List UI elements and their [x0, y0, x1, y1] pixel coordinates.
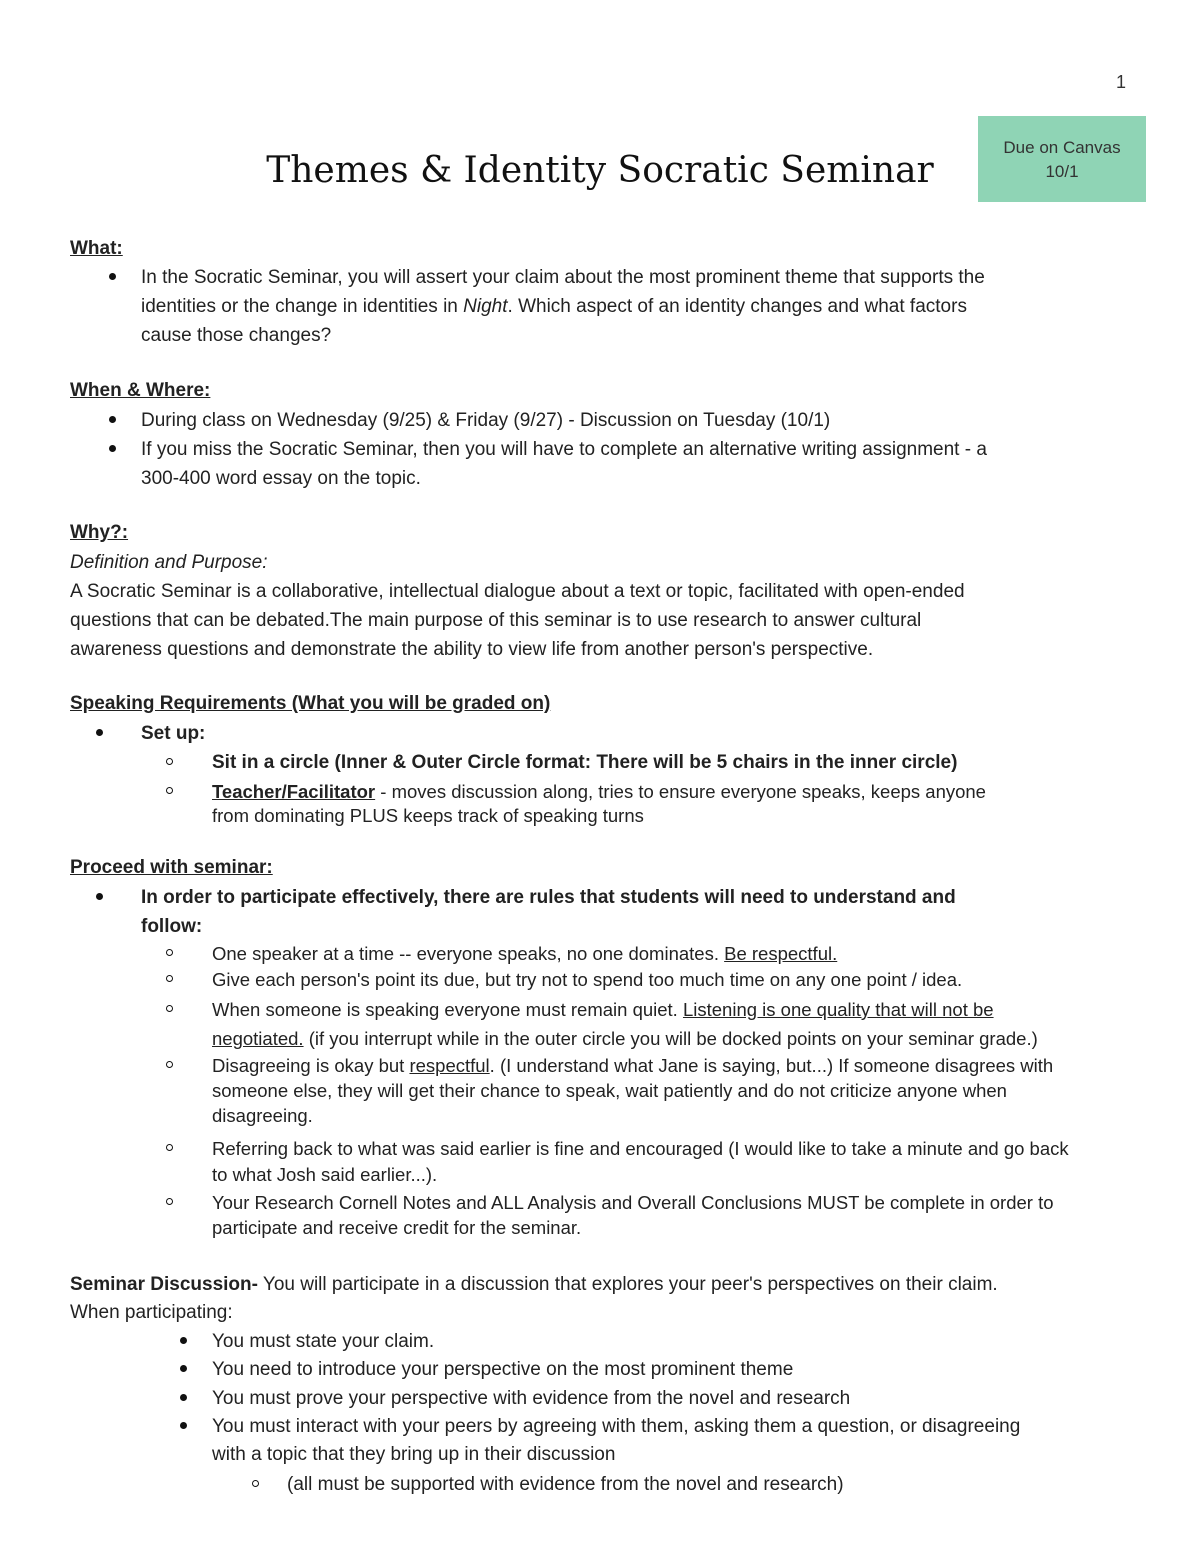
setup-sub-1: Sit in a circle (Inner & Outer Circle format: There will be 5 chairs in the inner circle) — [212, 752, 958, 773]
discussion-intro-2: When participating: — [70, 1302, 233, 1323]
rule-2: Give each person's point its due, but try not to spend too much time on any one point / idea. — [212, 969, 963, 990]
why-para-1: A Socratic Seminar is a collaborative, intellectual dialogue about a text or topic, facilitated with open-ended — [70, 581, 965, 602]
circle-bullet-icon — [166, 949, 173, 956]
discussion-bullet-2: You need to introduce your perspective on the most prominent theme — [212, 1359, 794, 1380]
circle-bullet-icon — [166, 758, 173, 765]
setup-sub-2a: Teacher/Facilitator - moves discussion along, tries to ensure everyone speaks, keeps anyone — [212, 781, 986, 802]
circle-bullet-icon — [166, 1144, 173, 1151]
why-heading: Why?: — [70, 522, 129, 543]
bullet-icon — [180, 1337, 187, 1344]
when-bullet-1: During class on Wednesday (9/25) & Friday (9/27) - Discussion on Tuesday (10/1) — [141, 410, 831, 431]
discussion-sub-bullet: (all must be supported with evidence from the novel and research) — [287, 1474, 844, 1495]
what-text-line-3: cause those changes? — [141, 325, 332, 346]
discussion-heading: Seminar Discussion- — [70, 1274, 258, 1295]
what-heading: What: — [70, 238, 123, 259]
circle-bullet-icon — [166, 1005, 173, 1012]
bullet-icon — [96, 893, 103, 900]
night-title: Night — [463, 296, 508, 317]
when-bullet-2a: If you miss the Socratic Seminar, then you will have to complete an alternative writing assignment - a — [141, 439, 987, 460]
rule-3b: negotiated. (if you interrupt while in the outer circle you will be docked points on your seminar grade.) — [212, 1028, 1038, 1049]
speaking-heading: Speaking Requirements (What you will be graded on) — [70, 693, 551, 714]
rule-1: One speaker at a time -- everyone speaks, no one dominates. Be respectful. — [212, 943, 838, 964]
discussion-bullet-1: You must state your claim. — [212, 1331, 435, 1352]
rule-5b: to what Josh said earlier...). — [212, 1164, 438, 1185]
bullet-icon — [109, 445, 116, 452]
rules-intro-b: follow: — [141, 916, 203, 937]
rules-intro-a: In order to participate effectively, there are rules that students will need to understand and — [141, 887, 956, 908]
due-label: Due on Canvas — [1003, 138, 1121, 157]
setup-sub-2b: from dominating PLUS keeps track of speaking turns — [212, 805, 644, 826]
rule-5a: Referring back to what was said earlier is fine and encouraged (I would like to take a minute and go back — [212, 1138, 1069, 1159]
discussion-bullet-4b: with a topic that they bring up in their discussion — [212, 1444, 616, 1465]
why-para-3: awareness questions and demonstrate the ability to view life from another person's perspective. — [70, 639, 874, 660]
proceed-heading: Proceed with seminar: — [70, 857, 273, 878]
due-date: 10/1 — [1045, 162, 1079, 181]
bullet-icon — [180, 1394, 187, 1401]
facilitator-label: Teacher/Facilitator — [212, 781, 376, 802]
rule-6b: participate and receive credit for the seminar. — [212, 1217, 582, 1238]
page-number: 1 — [1115, 72, 1126, 92]
bullet-icon — [180, 1422, 187, 1429]
bullet-icon — [96, 729, 103, 736]
rule-6a: Your Research Cornell Notes and ALL Analysis and Overall Conclusions MUST be complete in order to — [212, 1192, 1054, 1213]
bullet-icon — [109, 273, 116, 280]
discussion-bullet-4a: You must interact with your peers by agreeing with them, asking them a question, or disagreeing — [212, 1416, 1021, 1437]
circle-bullet-icon — [166, 787, 173, 794]
circle-bullet-icon — [166, 1198, 173, 1205]
circle-bullet-icon — [252, 1480, 259, 1487]
rule-3a: When someone is speaking everyone must remain quiet. Listening is one quality that will not be — [212, 999, 994, 1020]
when-bullet-2b: 300-400 word essay on the topic. — [141, 468, 421, 489]
discussion-intro: Seminar Discussion- You will participate in a discussion that explores your peer's perspectives on their claim. — [70, 1274, 998, 1295]
rule-4a: Disagreeing is okay but respectful. (I understand what Jane is saying, but...) If someone disagrees with — [212, 1055, 1054, 1076]
what-text-line-1: In the Socratic Seminar, you will assert your claim about the most prominent theme that supports the — [141, 267, 985, 288]
rule-4c: disagreeing. — [212, 1105, 313, 1126]
why-subheading: Definition and Purpose: — [70, 552, 268, 573]
discussion-bullet-3: You must prove your perspective with evidence from the novel and research — [212, 1388, 851, 1409]
circle-bullet-icon — [166, 1061, 173, 1068]
rule-4b: someone else, they will get their chance to speak, wait patiently and do not criticize anyone when — [212, 1080, 1007, 1101]
bullet-icon — [180, 1365, 187, 1372]
page-title: Themes & Identity Socratic Seminar — [266, 150, 934, 191]
when-heading: When & Where: — [70, 380, 211, 401]
setup-label: Set up: — [141, 723, 206, 744]
circle-bullet-icon — [166, 975, 173, 982]
why-para-2: questions that can be debated.The main purpose of this seminar is to use research to answer cultural — [70, 610, 922, 631]
bullet-icon — [109, 416, 116, 423]
what-text-line-2: identities or the change in identities in Night. Which aspect of an identity changes and what factors — [141, 296, 967, 317]
